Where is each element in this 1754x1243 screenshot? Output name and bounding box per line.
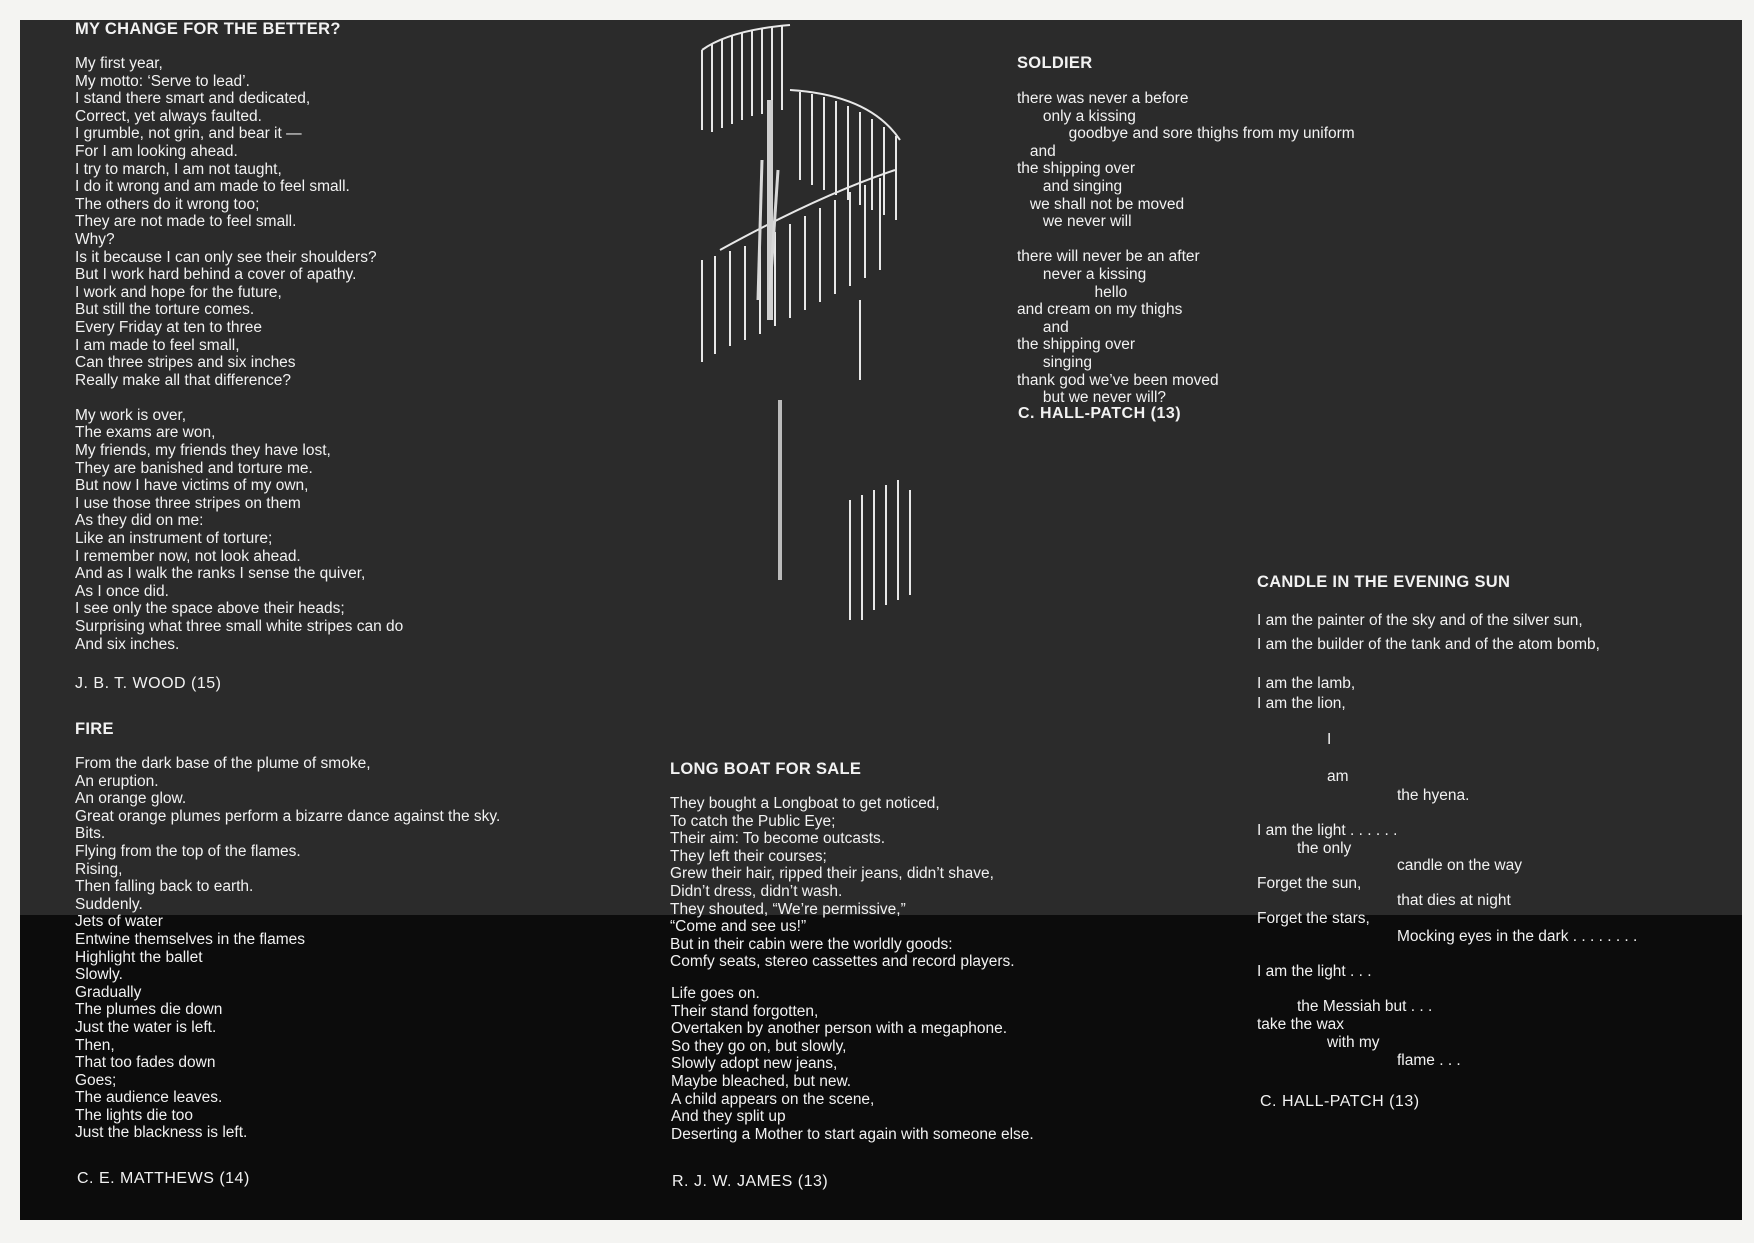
poem-line: And they split up: [671, 1108, 786, 1126]
poem-line: I use those three stripes on them: [75, 494, 301, 512]
poem-line: Rising,: [75, 860, 123, 878]
poem-line: Comfy seats, stereo cassettes and record players.: [670, 953, 1015, 971]
poem-line: Their stand forgotten,: [671, 1002, 819, 1020]
poem-line: Slowly.: [75, 966, 123, 984]
poem-line: As I once did.: [75, 582, 169, 600]
poem-author-fire: C. E. MATTHEWS (14): [77, 1170, 250, 1187]
poem-author-my-change: J. B. T. WOOD (15): [75, 675, 222, 692]
poem-body-fire: [75, 755, 500, 1142]
poem-line: the hyena.: [1397, 787, 1470, 804]
poem-line: and cream on my thighs: [1017, 301, 1183, 319]
poem-line: Overtaken by another person with a megaphone.: [671, 1020, 1008, 1038]
poem-line: and singing: [1017, 177, 1123, 195]
poem-line: The audience leaves.: [75, 1089, 223, 1107]
spiral-staircase-illustration: [640, 20, 960, 620]
poem-line: the only: [1297, 840, 1352, 857]
poem-line: Great orange plumes perform a bizarre dance against the sky.: [75, 807, 501, 825]
poem-line: I am the light . . . . . .: [1257, 822, 1398, 839]
poem-line: The exams are won,: [75, 424, 216, 442]
poem-line: I am the lamb,: [1257, 675, 1356, 692]
poem-line: candle on the way: [1397, 857, 1522, 874]
poem-line: They bought a Longboat to get noticed,: [670, 795, 940, 812]
poem-line: And six inches.: [75, 635, 180, 653]
poem-line: To catch the Public Eye;: [670, 812, 836, 830]
poem-line: Bits.: [75, 825, 106, 843]
poem-line: there will never be an after: [1017, 248, 1200, 266]
poem-author-long-boat: R. J. W. JAMES (13): [672, 1173, 829, 1190]
poem-title-soldier: SOLDIER: [1017, 54, 1093, 72]
poem-line: I try to march, I am not taught,: [75, 160, 282, 178]
poem-line: [75, 389, 403, 407]
poem-line: The others do it wrong too;: [75, 195, 260, 213]
poem-line: and: [1017, 142, 1056, 160]
poem-line: The plumes die down: [75, 1001, 223, 1019]
poem-line: An orange glow.: [75, 790, 187, 808]
magazine-page: [20, 20, 1742, 1220]
poem-line: Gradually: [75, 983, 142, 1001]
poem-line: I am the painter of the sky and of the silver sun,: [1257, 612, 1583, 629]
poem-line: Their aim: To become outcasts.: [670, 830, 886, 848]
poem-line: As they did on me:: [75, 512, 204, 530]
poem-line: But now I have victims of my own,: [75, 477, 309, 495]
poem-line: Didn’t dress, didn’t wash.: [670, 882, 843, 900]
poem-line: Then,: [75, 1036, 115, 1054]
poem-line: Then falling back to earth.: [75, 878, 254, 896]
poem-line: From the dark base of the plume of smoke,: [75, 755, 371, 772]
poem-line: An eruption.: [75, 772, 159, 790]
poem-line: with my: [1327, 1034, 1380, 1051]
poem-line: Forget the sun,: [1257, 875, 1362, 892]
poem-line: Flying from the top of the flames.: [75, 842, 301, 860]
poem-line: They are not made to feel small.: [75, 213, 297, 231]
poem-line: Maybe bleached, but new.: [671, 1072, 852, 1090]
poem-line: I am the lion,: [1257, 695, 1346, 712]
poem-line: My motto: ‘Serve to lead’.: [75, 72, 250, 90]
poem-line: Life goes on.: [671, 985, 760, 1002]
poem-line: I grumble, not grin, and bear it —: [75, 125, 302, 143]
poem-line: I am the light . . .: [1257, 963, 1372, 980]
poem-line: flame . . .: [1397, 1052, 1461, 1069]
poem-body-long-boat-stanza-2: [671, 985, 1034, 1143]
poem-line: The lights die too: [75, 1106, 194, 1124]
poem-line: am: [1327, 768, 1349, 785]
poem-line: But in their cabin were the worldly goods:: [670, 935, 953, 953]
poem-line: My work is over,: [75, 406, 187, 424]
poem-line: I work and hope for the future,: [75, 283, 282, 301]
poem-line: but we never will?: [1017, 389, 1167, 407]
poem-line: That too fades down: [75, 1054, 216, 1072]
poem-line: Is it because I can only see their shoulders?: [75, 248, 377, 266]
poem-body-soldier: [1017, 90, 1355, 407]
poem-line: Entwine themselves in the flames: [75, 930, 306, 948]
poem-line: the shipping over: [1017, 160, 1136, 178]
poem-line: Why?: [75, 230, 115, 248]
poem-title-fire: FIRE: [75, 720, 114, 738]
poem-line: But still the torture comes.: [75, 301, 255, 319]
poem-line: singing: [1017, 353, 1092, 371]
poem-line: Correct, yet always faulted.: [75, 107, 262, 125]
poem-line: there was never a before: [1017, 90, 1189, 107]
poem-line: Mocking eyes in the dark . . . . . . . .: [1397, 928, 1638, 945]
poem-line: Grew their hair, ripped their jeans, didn’t shave,: [670, 865, 994, 883]
poem-line: I am the builder of the tank and of the atom bomb,: [1257, 636, 1600, 653]
poem-line: Just the water is left.: [75, 1018, 217, 1036]
poem-author-soldier: C. HALL-PATCH (13): [1018, 405, 1182, 422]
poem-line: Just the blackness is left.: [75, 1124, 248, 1142]
poem-line: Suddenly.: [75, 895, 143, 913]
poem-line: we shall not be moved: [1017, 195, 1185, 213]
poem-line: Forget the stars,: [1257, 910, 1370, 927]
poem-line: Can three stripes and six inches: [75, 354, 296, 372]
poem-line: They left their courses;: [670, 847, 827, 865]
poem-title-my-change: MY CHANGE FOR THE BETTER?: [75, 20, 341, 38]
poem-line: I am made to feel small,: [75, 336, 240, 354]
poem-line: I do it wrong and am made to feel small.: [75, 178, 350, 196]
poem-line: Slowly adopt new jeans,: [671, 1055, 838, 1073]
poem-line: [1017, 231, 1355, 249]
poem-line: Every Friday at ten to three: [75, 318, 262, 336]
poem-line: I see only the space above their heads;: [75, 600, 345, 618]
poem-line: I remember now, not look ahead.: [75, 547, 301, 565]
poem-line: goodbye and sore thighs from my uniform: [1017, 125, 1355, 143]
poem-line: Goes;: [75, 1071, 117, 1089]
poem-line: They shouted, “We’re permissive,”: [670, 900, 906, 918]
poem-title-long-boat: LONG BOAT FOR SALE: [670, 760, 862, 778]
poem-line: I stand there smart and dedicated,: [75, 90, 311, 108]
poem-body-my-change: [75, 55, 403, 653]
poem-line: take the wax: [1257, 1016, 1345, 1033]
poem-line: the shipping over: [1017, 336, 1136, 354]
poem-line: Surprising what three small white stripes can do: [75, 618, 404, 635]
poem-title-candle: CANDLE IN THE EVENING SUN: [1257, 573, 1511, 591]
poem-line: My first year,: [75, 55, 163, 72]
poem-line: I: [1327, 731, 1332, 748]
poem-line: Like an instrument of torture;: [75, 530, 273, 548]
poem-line: So they go on, but slowly,: [671, 1037, 847, 1055]
poem-line: we never will: [1017, 213, 1132, 231]
poem-author-candle: C. HALL-PATCH (13): [1260, 1093, 1420, 1110]
poem-line: A child appears on the scene,: [671, 1090, 875, 1108]
poem-line: And as I walk the ranks I sense the quiver,: [75, 565, 366, 583]
poem-line: and: [1017, 318, 1069, 336]
poem-line: Highlight the ballet: [75, 948, 203, 966]
poem-line: Jets of water: [75, 913, 163, 931]
poem-line: They are banished and torture me.: [75, 459, 313, 477]
poem-line: the Messiah but . . .: [1297, 998, 1433, 1015]
poem-line: only a kissing: [1017, 107, 1136, 125]
poem-line: hello: [1017, 283, 1128, 301]
poem-body-long-boat-stanza-1: [670, 795, 1015, 971]
poem-line: My friends, my friends they have lost,: [75, 442, 331, 460]
poem-line: “Come and see us!”: [670, 918, 807, 936]
poem-line: But I work hard behind a cover of apathy.: [75, 266, 357, 284]
poem-line: never a kissing: [1017, 265, 1147, 283]
poem-line: Really make all that difference?: [75, 371, 291, 389]
poem-line: that dies at night: [1397, 892, 1511, 909]
poem-line: Deserting a Mother to start again with someone else.: [671, 1125, 1034, 1143]
poem-line: For I am looking ahead.: [75, 142, 238, 160]
poem-line: thank god we’ve been moved: [1017, 371, 1219, 389]
